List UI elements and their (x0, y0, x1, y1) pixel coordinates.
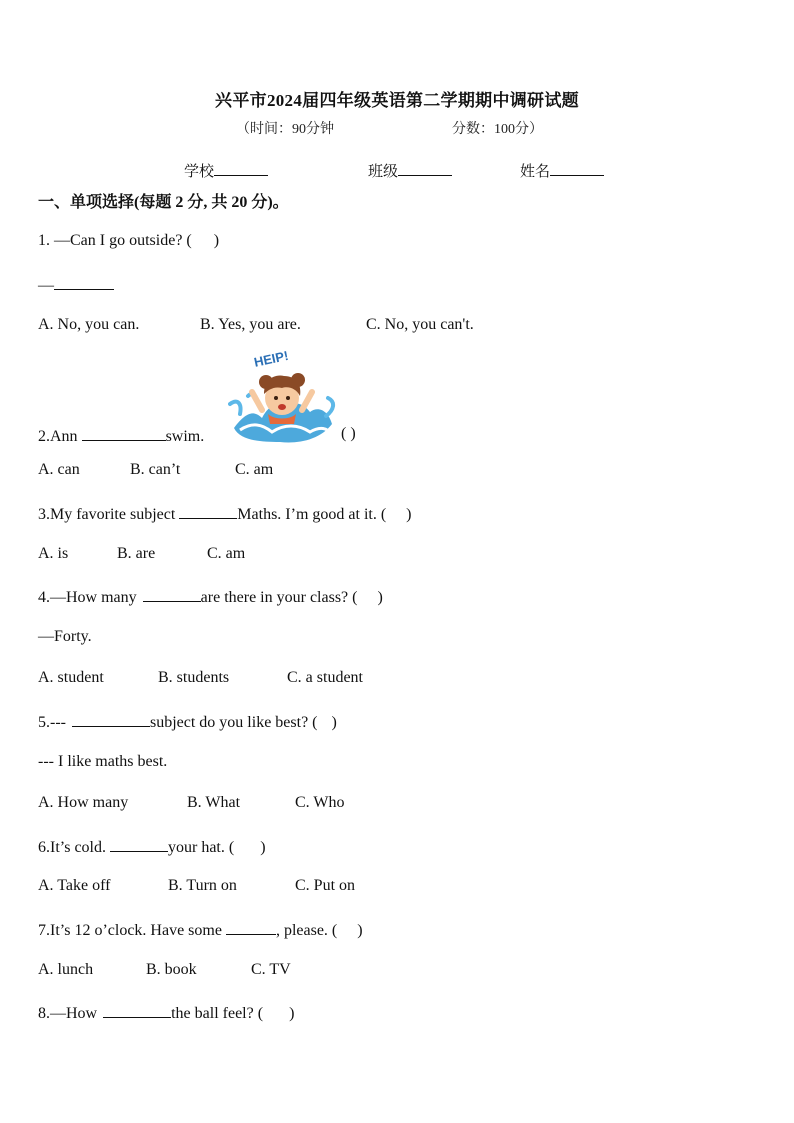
exam-score: 分数：100分） (452, 122, 543, 137)
q4-option-a[interactable]: A. student (38, 669, 104, 686)
question-7-stem (38, 919, 363, 940)
q5-option-b[interactable]: B. What (187, 794, 241, 811)
q7-text-end: , please. ( (275, 922, 338, 939)
q2-option-a[interactable]: A. can (38, 461, 80, 478)
q8-blank[interactable] (103, 1002, 171, 1018)
question-1-stem (38, 232, 219, 250)
q1-blank[interactable] (54, 274, 114, 290)
q3-paren-close: ) (406, 506, 412, 523)
q7-text: 7.It’s 12 o’clock. Have some (38, 922, 222, 939)
q3-option-c[interactable]: C. am (207, 545, 246, 562)
q7-blank[interactable] (226, 919, 276, 935)
exam-time: （时间：90分钟 (236, 122, 334, 137)
q2-paren: ( ) (341, 425, 356, 442)
section-heading: 一、单项选择(每题 2 分, 共 20 分)。 (38, 194, 289, 211)
q6-blank[interactable] (110, 836, 168, 852)
q3-text: 3.My favorite subject (38, 506, 176, 523)
q3-option-a[interactable]: A. is (38, 545, 69, 562)
q1-paren-close: ) (213, 232, 220, 249)
q8-paren-close: ) (289, 1005, 295, 1022)
class-field (368, 160, 452, 181)
q6-option-a[interactable]: A. Take off (38, 877, 111, 894)
q2-text: 2.Ann (38, 428, 78, 445)
q7-option-b[interactable]: B. book (146, 961, 197, 978)
question-6-stem (38, 836, 266, 857)
q4-text-end: are there in your class? ( (200, 589, 358, 606)
q4-option-c[interactable]: C. a student (287, 669, 363, 686)
q5-option-a[interactable]: A. How many (38, 794, 129, 811)
name-field (520, 160, 604, 181)
q6-text-end: your hat. ( (168, 839, 235, 856)
q2-option-b[interactable]: B. can’t (130, 461, 181, 478)
q7-option-a[interactable]: A. lunch (38, 961, 94, 978)
q5-blank[interactable] (72, 711, 150, 727)
q8-text-end: the ball feel? ( (171, 1005, 264, 1022)
class-blank[interactable] (398, 161, 452, 176)
class-label: 班级 (368, 164, 399, 180)
q5-text-end: subject do you like best? ( (149, 714, 318, 731)
school-label: 学校 (184, 164, 215, 180)
school-blank[interactable] (214, 161, 268, 176)
question-1-answer (38, 274, 114, 295)
q5-text: 5.--- (38, 714, 66, 731)
q6-text: 6.It’s cold. (38, 839, 106, 856)
q4-text: 4.—How many (38, 589, 137, 606)
q2-option-c[interactable]: C. am (235, 461, 274, 478)
question-2-stem (38, 425, 204, 446)
q5-answer: --- I like maths best. (38, 753, 168, 770)
question-8-stem (38, 1002, 294, 1023)
question-5-stem (38, 711, 337, 732)
q3-blank[interactable] (179, 503, 237, 519)
q6-option-b[interactable]: B. Turn on (168, 877, 237, 894)
swimmer-help-illustration (228, 348, 336, 444)
question-4-stem (38, 586, 383, 607)
q3-text-end: Maths. I’m good at it. ( (237, 506, 387, 523)
q6-option-c[interactable]: C. Put on (295, 877, 356, 894)
q3-option-b[interactable]: B. are (117, 545, 156, 562)
q8-text: 8.—How (38, 1005, 98, 1022)
q1-option-c[interactable]: C. No, you can't. (366, 316, 474, 333)
q1-dash: — (38, 277, 54, 294)
q5-option-c[interactable]: C. Who (295, 794, 345, 811)
q4-blank[interactable] (143, 586, 201, 602)
help-text: HEIP! (252, 348, 290, 370)
question-3-stem (38, 503, 412, 524)
q1-text: 1. —Can I go outside? ( (38, 232, 192, 249)
q2-text-end: swim. (165, 428, 205, 445)
school-field (184, 160, 268, 181)
page-title: 兴平市2024届四年级英语第二学期期中调研试题 (215, 91, 579, 110)
name-blank[interactable] (550, 161, 604, 176)
q7-option-c[interactable]: C. TV (251, 961, 291, 978)
q4-option-b[interactable]: B. students (158, 669, 230, 686)
q1-option-b[interactable]: B. Yes, you are. (200, 316, 301, 333)
q5-paren-close: ) (331, 714, 337, 731)
q4-paren-close: ) (377, 589, 383, 606)
name-label: 姓名 (520, 164, 551, 180)
q7-paren-close: ) (357, 922, 363, 939)
q4-answer: —Forty. (38, 628, 92, 645)
q1-option-a[interactable]: A. No, you can. (38, 316, 140, 333)
q2-blank[interactable] (82, 425, 166, 441)
q6-paren-close: ) (260, 839, 266, 856)
